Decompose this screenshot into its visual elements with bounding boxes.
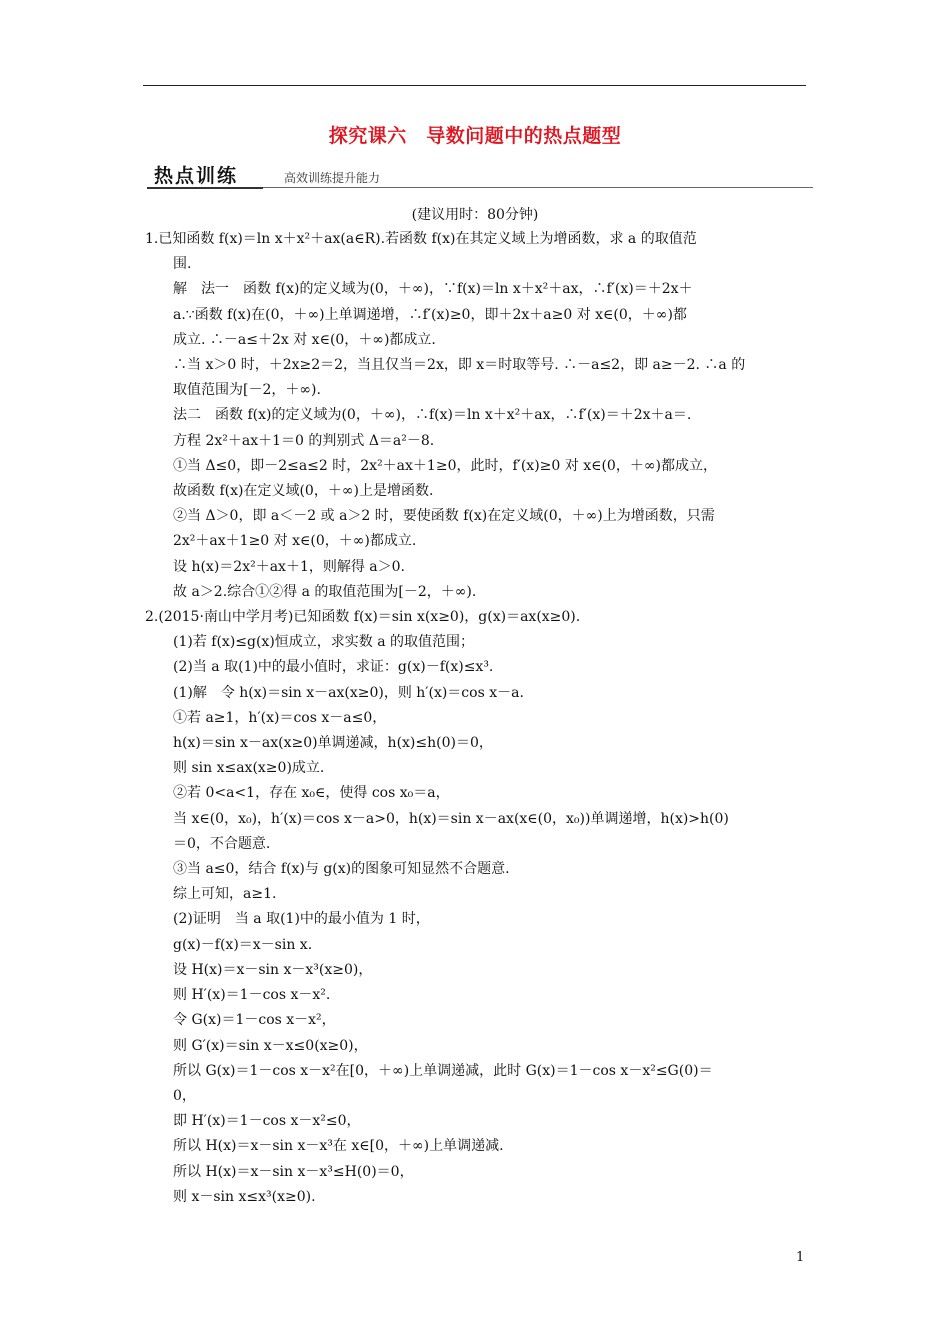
text-line: 令 G(x)＝1－cos x－x²，	[173, 1012, 336, 1029]
section-label-underline	[147, 187, 263, 189]
text-line: 则 x－sin x≤x³(x≥0).	[173, 1188, 316, 1205]
text-line: (2)证明 当 a 取(1)中的最小值为 1 时，	[173, 911, 430, 928]
text-line: g(x)－f(x)＝x－sin x.	[173, 936, 313, 953]
text-line: 2x²＋ax＋1≥0 对 x∈(0，＋∞)都成立.	[173, 533, 417, 550]
text-line: 故函数 f(x)在定义域(0，＋∞)上是增函数.	[173, 483, 434, 500]
text-line: 成立. ∴－a≤＋2x 对 x∈(0，＋∞)都成立.	[173, 331, 436, 348]
section-header	[147, 160, 813, 188]
section-subtitle: 高效训练提升能力	[284, 171, 381, 185]
text-line: 则 H′(x)＝1－cos x－x².	[173, 987, 331, 1004]
text-line: ＝0，不合题意.	[173, 835, 271, 852]
text-line: ②当 Δ＞0，即 a＜－2 或 a＞2 时，要使函数 f(x)在定义域(0，＋∞)上为增函数，只需	[173, 508, 715, 525]
text-line: 当 x∈(0，x₀)，h′(x)＝cos x－a>0，h(x)＝sin x－ax(x∈(0，x₀))单调递增，h(x)>h(0)	[173, 810, 729, 827]
section-label: 热点训练	[154, 165, 239, 187]
problem-1-statement: 1.已知函数 f(x)＝ln x＋x²＋ax(a∈R).若函数 f(x)在其定义域上为增函数，求 a 的取值范	[145, 231, 697, 247]
text-line: 即 H′(x)＝1－cos x－x²≤0，	[173, 1113, 361, 1130]
text-line: h(x)＝sin x－ax(x≥0)单调递减，h(x)≤h(0)＝0，	[173, 735, 493, 752]
text-line: 综上可知，a≥1.	[173, 886, 277, 903]
header-rule	[143, 85, 806, 86]
problem-body	[145, 227, 813, 1210]
text-line: ①当 Δ≤0，即－2≤a≤2 时，2x²＋ax＋1≥0，此时，f′(x)≥0 对 x∈(0，＋∞)都成立，	[173, 457, 717, 474]
text-line: (1)若 f(x)≤g(x)恒成立，求实数 a 的取值范围；	[173, 634, 475, 651]
page-number: 1	[796, 1250, 805, 1265]
text-line: 所以 H(x)＝x－sin x－x³≤H(0)＝0，	[173, 1163, 414, 1180]
text-line: 所以 G(x)＝1－cos x－x²在[0，＋∞)上单调递减，此时 G(x)＝1－cos x－x²≤G(0)＝	[173, 1062, 713, 1079]
text-line: (1)解 令 h(x)＝sin x－ax(x≥0)，则 h′(x)＝cos x－a.	[173, 684, 524, 701]
text-line: (2)当 a 取(1)中的最小值时，求证：g(x)－f(x)≤x³.	[173, 659, 494, 676]
text-line: a.∵函数 f(x)在(0，＋∞)上单调递增，∴f′(x)≥0，即＋2x＋a≥0 对 x∈(0，＋∞)都	[173, 306, 687, 323]
text-line: 0，	[173, 1087, 196, 1104]
problem-2-statement: 2.(2015·南山中学月考)已知函数 f(x)＝sin x(x≥0)，g(x)＝ax(x≥0).	[145, 609, 581, 626]
text-line: ③当 a≤0，结合 f(x)与 g(x)的图象可知显然不合题意.	[173, 861, 510, 878]
text-line: 解 法一 函数 f(x)的定义域为(0，＋∞)，∵f(x)＝ln x＋x²＋ax，∴f′(x)＝＋2x＋	[173, 281, 693, 298]
text-line: 设 h(x)＝2x²＋ax＋1，则解得 a＞0.	[173, 558, 406, 575]
text-line: 方程 2x²＋ax＋1＝0 的判别式 Δ＝a²－8.	[173, 432, 435, 449]
page-title: 探究课六 导数问题中的热点题型	[328, 125, 622, 147]
section-rule	[263, 187, 813, 188]
text-line: 故 a＞2.综合①②得 a 的取值范围为[－2，＋∞).	[173, 583, 477, 600]
text-line: 则 G′(x)＝sin x－x≤0(x≥0)，	[173, 1037, 368, 1054]
text-line: 则 sin x≤ax(x≥0)成立.	[173, 760, 325, 777]
text-line: ②若 0<a<1，存在 x₀∈，使得 cos x₀＝a，	[173, 785, 450, 802]
text-line: 所以 H(x)＝x－sin x－x³在 x∈[0，＋∞)上单调递减.	[173, 1138, 504, 1155]
text-line: ①若 a≥1，h′(x)＝cos x－a≤0，	[173, 709, 387, 726]
text-line: 法二 函数 f(x)的定义域为(0，＋∞)，∴f(x)＝ln x＋x²＋ax，∴f′(x)＝＋2x＋a＝.	[173, 407, 692, 424]
text-line: ∴当 x＞0 时，＋2x≥2＝2，当且仅当＝2x，即 x＝时取等号. ∴－a≤2，即 a≥－2. ∴a 的	[173, 357, 746, 374]
text-line: 围.	[173, 256, 192, 273]
text-line: 取值范围为[－2，＋∞).	[173, 382, 321, 399]
text-line: 设 H(x)＝x－sin x－x³(x≥0)，	[173, 961, 373, 978]
time-note: (建议用时：80分钟)	[411, 207, 539, 223]
